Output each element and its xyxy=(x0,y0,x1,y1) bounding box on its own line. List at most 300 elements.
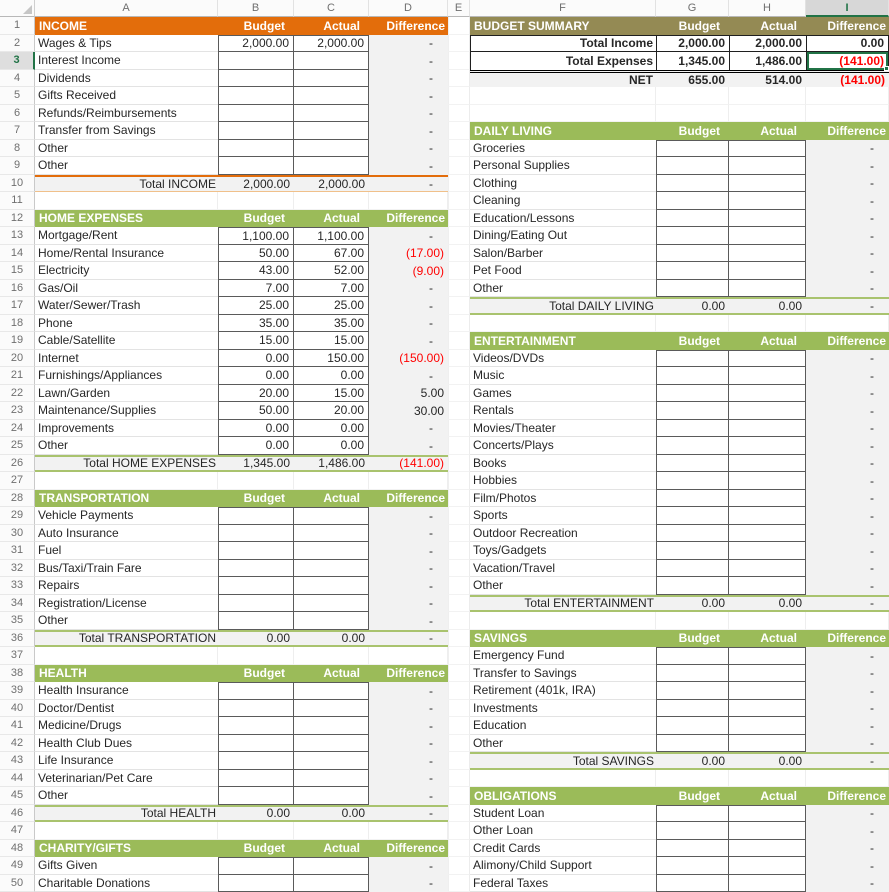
cell-D2[interactable]: - xyxy=(369,35,448,53)
cell-D36[interactable]: - xyxy=(369,630,448,648)
cell-C20[interactable]: 150.00 xyxy=(294,350,369,368)
cell-B33[interactable] xyxy=(218,577,294,595)
cell-C45[interactable] xyxy=(294,787,369,805)
cell-C10[interactable]: 2,000.00 xyxy=(294,175,369,193)
cell-D46[interactable]: - xyxy=(369,805,448,823)
column-header-i[interactable]: I xyxy=(806,0,889,17)
cell-H37[interactable] xyxy=(729,647,806,665)
cell-F21[interactable]: Music xyxy=(470,367,656,385)
cell-A2[interactable]: Wages & Tips xyxy=(35,35,218,53)
section-header-obligations[interactable]: OBLIGATIONS xyxy=(470,787,656,805)
cell-D17[interactable]: - xyxy=(369,297,448,315)
row-header-40[interactable]: 40 xyxy=(0,700,35,718)
cell-C46[interactable]: 0.00 xyxy=(294,805,369,823)
cell-H35[interactable] xyxy=(729,612,806,630)
cell-H50[interactable] xyxy=(729,875,806,892)
row-header-30[interactable]: 30 xyxy=(0,525,35,543)
cell-A37[interactable] xyxy=(35,647,218,665)
cell-F41[interactable]: Education xyxy=(470,717,656,735)
cell-C24[interactable]: 0.00 xyxy=(294,420,369,438)
cell-F3[interactable]: Total Expenses xyxy=(470,52,656,70)
cell-B25[interactable]: 0.00 xyxy=(218,437,294,455)
column-e-cell-17[interactable] xyxy=(448,297,470,315)
row-header-28[interactable]: 28 xyxy=(0,490,35,508)
cell-B2[interactable]: 2,000.00 xyxy=(218,35,294,53)
cell-B46[interactable]: 0.00 xyxy=(218,805,294,823)
cell-G49[interactable] xyxy=(656,857,729,875)
cell-I41[interactable]: - xyxy=(806,717,889,735)
cell-I26[interactable]: - xyxy=(806,455,889,473)
cell-B40[interactable] xyxy=(218,700,294,718)
column-e-cell-4[interactable] xyxy=(448,70,470,88)
cell-H43[interactable]: 0.00 xyxy=(729,752,806,770)
cell-G48[interactable] xyxy=(656,840,729,858)
row-header-2[interactable]: 2 xyxy=(0,35,35,53)
column-e-cell-10[interactable] xyxy=(448,175,470,193)
cell-F2[interactable]: Total Income xyxy=(470,35,656,53)
cell-I4[interactable]: (141.00) xyxy=(806,70,889,88)
cell-G19[interactable]: Budget xyxy=(656,332,729,350)
total-label-total-entertainment[interactable]: Total ENTERTAINMENT xyxy=(470,595,656,613)
cell-B41[interactable] xyxy=(218,717,294,735)
column-e-cell-38[interactable] xyxy=(448,665,470,683)
column-e-cell-5[interactable] xyxy=(448,87,470,105)
cell-G25[interactable] xyxy=(656,437,729,455)
cell-H49[interactable] xyxy=(729,857,806,875)
row-header-19[interactable]: 19 xyxy=(0,332,35,350)
cell-I37[interactable]: - xyxy=(806,647,889,665)
cell-I48[interactable]: - xyxy=(806,840,889,858)
cell-H42[interactable] xyxy=(729,735,806,753)
cell-I9[interactable]: - xyxy=(806,157,889,175)
cell-D20[interactable]: (150.00) xyxy=(369,350,448,368)
cell-C39[interactable] xyxy=(294,682,369,700)
cell-B50[interactable] xyxy=(218,875,294,892)
cell-D34[interactable]: - xyxy=(369,595,448,613)
cell-H33[interactable] xyxy=(729,577,806,595)
row-header-3[interactable]: 3 xyxy=(0,52,35,70)
column-header-a[interactable]: A xyxy=(35,0,218,17)
column-e-cell-16[interactable] xyxy=(448,280,470,298)
cell-F16[interactable]: Other xyxy=(470,280,656,298)
column-e-cell-15[interactable] xyxy=(448,262,470,280)
total-label-total-transportation[interactable]: Total TRANSPORTATION xyxy=(35,630,218,648)
cell-A15[interactable]: Electricity xyxy=(35,262,218,280)
cell-C6[interactable] xyxy=(294,105,369,123)
cell-G33[interactable] xyxy=(656,577,729,595)
cell-I17[interactable]: - xyxy=(806,297,889,315)
cell-H28[interactable] xyxy=(729,490,806,508)
row-header-35[interactable]: 35 xyxy=(0,612,35,630)
cell-B21[interactable]: 0.00 xyxy=(218,367,294,385)
cell-I33[interactable]: - xyxy=(806,577,889,595)
cell-I1[interactable]: Difference xyxy=(806,17,889,35)
cell-I30[interactable]: - xyxy=(806,525,889,543)
cell-B23[interactable]: 50.00 xyxy=(218,402,294,420)
column-e-cell-46[interactable] xyxy=(448,805,470,823)
row-header-37[interactable]: 37 xyxy=(0,647,35,665)
cell-A23[interactable]: Maintenance/Supplies xyxy=(35,402,218,420)
cell-F26[interactable]: Books xyxy=(470,455,656,473)
column-e-cell-13[interactable] xyxy=(448,227,470,245)
cell-H45[interactable]: Actual xyxy=(729,787,806,805)
cell-I24[interactable]: - xyxy=(806,420,889,438)
total-label-total-savings[interactable]: Total SAVINGS xyxy=(470,752,656,770)
cell-D38[interactable]: Difference xyxy=(369,665,448,683)
cell-C27[interactable] xyxy=(294,472,369,490)
cell-A8[interactable]: Other xyxy=(35,140,218,158)
column-e-cell-23[interactable] xyxy=(448,402,470,420)
cell-H29[interactable] xyxy=(729,507,806,525)
cell-H44[interactable] xyxy=(729,770,806,788)
row-header-45[interactable]: 45 xyxy=(0,787,35,805)
cell-B35[interactable] xyxy=(218,612,294,630)
cell-B31[interactable] xyxy=(218,542,294,560)
row-header-32[interactable]: 32 xyxy=(0,560,35,578)
cell-G9[interactable] xyxy=(656,157,729,175)
section-header-transportation[interactable]: TRANSPORTATION xyxy=(35,490,218,508)
cell-H6[interactable] xyxy=(729,105,806,123)
cell-G28[interactable] xyxy=(656,490,729,508)
column-e-cell-49[interactable] xyxy=(448,857,470,875)
section-header-income[interactable]: INCOME xyxy=(35,17,218,35)
cell-F47[interactable]: Other Loan xyxy=(470,822,656,840)
section-header-entertainment[interactable]: ENTERTAINMENT xyxy=(470,332,656,350)
cell-H15[interactable] xyxy=(729,262,806,280)
column-e-cell-30[interactable] xyxy=(448,525,470,543)
section-header-savings[interactable]: SAVINGS xyxy=(470,630,656,648)
cell-F20[interactable]: Videos/DVDs xyxy=(470,350,656,368)
cell-F39[interactable]: Retirement (401k, IRA) xyxy=(470,682,656,700)
cell-I38[interactable]: - xyxy=(806,665,889,683)
section-header-home-expenses[interactable]: HOME EXPENSES xyxy=(35,210,218,228)
cell-G32[interactable] xyxy=(656,560,729,578)
cell-G21[interactable] xyxy=(656,367,729,385)
cell-H38[interactable] xyxy=(729,665,806,683)
cell-H40[interactable] xyxy=(729,700,806,718)
row-header-13[interactable]: 13 xyxy=(0,227,35,245)
cell-I34[interactable]: - xyxy=(806,595,889,613)
cell-F28[interactable]: Film/Photos xyxy=(470,490,656,508)
row-header-24[interactable]: 24 xyxy=(0,420,35,438)
row-header-39[interactable]: 39 xyxy=(0,682,35,700)
cell-B6[interactable] xyxy=(218,105,294,123)
cell-I27[interactable]: - xyxy=(806,472,889,490)
column-header-e[interactable]: E xyxy=(448,0,470,17)
column-e-cell-3[interactable] xyxy=(448,52,470,70)
cell-A14[interactable]: Home/Rental Insurance xyxy=(35,245,218,263)
cell-D5[interactable]: - xyxy=(369,87,448,105)
cell-I6[interactable] xyxy=(806,105,889,123)
cell-G3[interactable]: 1,345.00 xyxy=(656,52,729,70)
column-e-cell-20[interactable] xyxy=(448,350,470,368)
cell-D18[interactable]: - xyxy=(369,315,448,333)
cell-H14[interactable] xyxy=(729,245,806,263)
row-header-38[interactable]: 38 xyxy=(0,665,35,683)
cell-D47[interactable] xyxy=(369,822,448,840)
cell-B1[interactable]: Budget xyxy=(218,17,294,35)
cell-A50[interactable]: Charitable Donations xyxy=(35,875,218,892)
fill-handle[interactable] xyxy=(884,66,889,71)
cell-D22[interactable]: 5.00 xyxy=(369,385,448,403)
cell-C12[interactable]: Actual xyxy=(294,210,369,228)
cell-G43[interactable]: 0.00 xyxy=(656,752,729,770)
cell-G24[interactable] xyxy=(656,420,729,438)
cell-C30[interactable] xyxy=(294,525,369,543)
section-header-health[interactable]: HEALTH xyxy=(35,665,218,683)
row-header-6[interactable]: 6 xyxy=(0,105,35,123)
column-e-cell-7[interactable] xyxy=(448,122,470,140)
cell-G13[interactable] xyxy=(656,227,729,245)
cell-B14[interactable]: 50.00 xyxy=(218,245,294,263)
column-e-cell-14[interactable] xyxy=(448,245,470,263)
cell-D8[interactable]: - xyxy=(369,140,448,158)
cell-B12[interactable]: Budget xyxy=(218,210,294,228)
column-e-cell-24[interactable] xyxy=(448,420,470,438)
cell-G1[interactable]: Budget xyxy=(656,17,729,35)
cell-D24[interactable]: - xyxy=(369,420,448,438)
cell-F8[interactable]: Groceries xyxy=(470,140,656,158)
cell-I12[interactable]: - xyxy=(806,210,889,228)
cell-F10[interactable]: Clothing xyxy=(470,175,656,193)
column-e-cell-39[interactable] xyxy=(448,682,470,700)
column-e-cell-19[interactable] xyxy=(448,332,470,350)
cell-B4[interactable] xyxy=(218,70,294,88)
cell-C32[interactable] xyxy=(294,560,369,578)
cell-C23[interactable]: 20.00 xyxy=(294,402,369,420)
cell-C43[interactable] xyxy=(294,752,369,770)
cell-G50[interactable] xyxy=(656,875,729,892)
cell-A4[interactable]: Dividends xyxy=(35,70,218,88)
cell-H24[interactable] xyxy=(729,420,806,438)
cell-C9[interactable] xyxy=(294,157,369,175)
cell-H4[interactable]: 514.00 xyxy=(729,70,806,88)
cell-H39[interactable] xyxy=(729,682,806,700)
cell-H8[interactable] xyxy=(729,140,806,158)
cell-B48[interactable]: Budget xyxy=(218,840,294,858)
cell-D50[interactable]: - xyxy=(369,875,448,892)
cell-B42[interactable] xyxy=(218,735,294,753)
row-header-20[interactable]: 20 xyxy=(0,350,35,368)
cell-I39[interactable]: - xyxy=(806,682,889,700)
cell-H25[interactable] xyxy=(729,437,806,455)
cell-A16[interactable]: Gas/Oil xyxy=(35,280,218,298)
cell-F50[interactable]: Federal Taxes xyxy=(470,875,656,892)
row-header-31[interactable]: 31 xyxy=(0,542,35,560)
column-e-cell-1[interactable] xyxy=(448,17,470,35)
cell-D14[interactable]: (17.00) xyxy=(369,245,448,263)
column-header-f[interactable]: F xyxy=(470,0,656,17)
column-e-cell-12[interactable] xyxy=(448,210,470,228)
cell-B9[interactable] xyxy=(218,157,294,175)
column-e-cell-44[interactable] xyxy=(448,770,470,788)
cell-I32[interactable]: - xyxy=(806,560,889,578)
cell-D11[interactable] xyxy=(369,192,448,210)
cell-H9[interactable] xyxy=(729,157,806,175)
cell-C31[interactable] xyxy=(294,542,369,560)
cell-H46[interactable] xyxy=(729,805,806,823)
cell-G18[interactable] xyxy=(656,315,729,333)
cell-G5[interactable] xyxy=(656,87,729,105)
cell-C1[interactable]: Actual xyxy=(294,17,369,35)
cell-D30[interactable]: - xyxy=(369,525,448,543)
cell-C38[interactable]: Actual xyxy=(294,665,369,683)
cell-B37[interactable] xyxy=(218,647,294,665)
cell-C14[interactable]: 67.00 xyxy=(294,245,369,263)
cell-B3[interactable] xyxy=(218,52,294,70)
total-label-total-health[interactable]: Total HEALTH xyxy=(35,805,218,823)
cell-F31[interactable]: Toys/Gadgets xyxy=(470,542,656,560)
column-e-cell-11[interactable] xyxy=(448,192,470,210)
cell-F33[interactable]: Other xyxy=(470,577,656,595)
cell-G8[interactable] xyxy=(656,140,729,158)
cell-C47[interactable] xyxy=(294,822,369,840)
cell-A32[interactable]: Bus/Taxi/Train Fare xyxy=(35,560,218,578)
cell-B17[interactable]: 25.00 xyxy=(218,297,294,315)
cell-I31[interactable]: - xyxy=(806,542,889,560)
cell-G26[interactable] xyxy=(656,455,729,473)
cell-G41[interactable] xyxy=(656,717,729,735)
column-e-cell-48[interactable] xyxy=(448,840,470,858)
cell-A42[interactable]: Health Club Dues xyxy=(35,735,218,753)
total-label-total-home-expenses[interactable]: Total HOME EXPENSES xyxy=(35,455,218,473)
cell-F18[interactable] xyxy=(470,315,656,333)
column-e-cell-35[interactable] xyxy=(448,612,470,630)
cell-C8[interactable] xyxy=(294,140,369,158)
cell-B8[interactable] xyxy=(218,140,294,158)
cell-B11[interactable] xyxy=(218,192,294,210)
cell-H34[interactable]: 0.00 xyxy=(729,595,806,613)
cell-D27[interactable] xyxy=(369,472,448,490)
row-header-34[interactable]: 34 xyxy=(0,595,35,613)
cell-I18[interactable] xyxy=(806,315,889,333)
column-e-cell-36[interactable] xyxy=(448,630,470,648)
row-header-17[interactable]: 17 xyxy=(0,297,35,315)
cell-G35[interactable] xyxy=(656,612,729,630)
cell-F4[interactable]: NET xyxy=(470,70,656,88)
cell-A39[interactable]: Health Insurance xyxy=(35,682,218,700)
cell-B22[interactable]: 20.00 xyxy=(218,385,294,403)
cell-D6[interactable]: - xyxy=(369,105,448,123)
cell-G34[interactable]: 0.00 xyxy=(656,595,729,613)
cell-H23[interactable] xyxy=(729,402,806,420)
row-header-41[interactable]: 41 xyxy=(0,717,35,735)
cell-F48[interactable]: Credit Cards xyxy=(470,840,656,858)
column-header-h[interactable]: H xyxy=(729,0,806,17)
column-e-cell-18[interactable] xyxy=(448,315,470,333)
cell-C37[interactable] xyxy=(294,647,369,665)
cell-C16[interactable]: 7.00 xyxy=(294,280,369,298)
cell-D10[interactable]: - xyxy=(369,175,448,193)
row-header-43[interactable]: 43 xyxy=(0,752,35,770)
cell-F23[interactable]: Rentals xyxy=(470,402,656,420)
cell-F35[interactable] xyxy=(470,612,656,630)
row-header-5[interactable]: 5 xyxy=(0,87,35,105)
cell-A6[interactable]: Refunds/Reimbursements xyxy=(35,105,218,123)
cell-C19[interactable]: 15.00 xyxy=(294,332,369,350)
cell-I8[interactable]: - xyxy=(806,140,889,158)
cell-G44[interactable] xyxy=(656,770,729,788)
cell-I3[interactable] xyxy=(806,52,889,70)
cell-B32[interactable] xyxy=(218,560,294,578)
column-e-cell-34[interactable] xyxy=(448,595,470,613)
cell-A31[interactable]: Fuel xyxy=(35,542,218,560)
cell-A20[interactable]: Internet xyxy=(35,350,218,368)
cell-F25[interactable]: Concerts/Plays xyxy=(470,437,656,455)
cell-I42[interactable]: - xyxy=(806,735,889,753)
row-header-1[interactable]: 1 xyxy=(0,17,35,35)
cell-I40[interactable]: - xyxy=(806,700,889,718)
cell-C44[interactable] xyxy=(294,770,369,788)
cell-B18[interactable]: 35.00 xyxy=(218,315,294,333)
cell-A3[interactable]: Interest Income xyxy=(35,52,218,70)
cell-D26[interactable]: (141.00) xyxy=(369,455,448,473)
cell-H21[interactable] xyxy=(729,367,806,385)
cell-C33[interactable] xyxy=(294,577,369,595)
cell-D35[interactable]: - xyxy=(369,612,448,630)
cell-F14[interactable]: Salon/Barber xyxy=(470,245,656,263)
cell-A21[interactable]: Furnishings/Appliances xyxy=(35,367,218,385)
cell-C18[interactable]: 35.00 xyxy=(294,315,369,333)
cell-B26[interactable]: 1,345.00 xyxy=(218,455,294,473)
section-header-charity-gifts[interactable]: CHARITY/GIFTS xyxy=(35,840,218,858)
cell-D21[interactable]: - xyxy=(369,367,448,385)
cell-A24[interactable]: Improvements xyxy=(35,420,218,438)
column-header-g[interactable]: G xyxy=(656,0,729,17)
cell-B27[interactable] xyxy=(218,472,294,490)
cell-A13[interactable]: Mortgage/Rent xyxy=(35,227,218,245)
cell-A33[interactable]: Repairs xyxy=(35,577,218,595)
cell-B29[interactable] xyxy=(218,507,294,525)
cell-H41[interactable] xyxy=(729,717,806,735)
cell-H19[interactable]: Actual xyxy=(729,332,806,350)
row-header-33[interactable]: 33 xyxy=(0,577,35,595)
column-e-cell-21[interactable] xyxy=(448,367,470,385)
cell-C4[interactable] xyxy=(294,70,369,88)
cell-I43[interactable]: - xyxy=(806,752,889,770)
cell-I28[interactable]: - xyxy=(806,490,889,508)
row-header-9[interactable]: 9 xyxy=(0,157,35,175)
cell-G27[interactable] xyxy=(656,472,729,490)
cell-F49[interactable]: Alimony/Child Support xyxy=(470,857,656,875)
row-header-47[interactable]: 47 xyxy=(0,822,35,840)
cell-A44[interactable]: Veterinarian/Pet Care xyxy=(35,770,218,788)
cell-H11[interactable] xyxy=(729,192,806,210)
cell-F42[interactable]: Other xyxy=(470,735,656,753)
cell-D32[interactable]: - xyxy=(369,560,448,578)
cell-H31[interactable] xyxy=(729,542,806,560)
cell-C25[interactable]: 0.00 xyxy=(294,437,369,455)
cell-I25[interactable]: - xyxy=(806,437,889,455)
cell-F5[interactable] xyxy=(470,87,656,105)
cell-H2[interactable]: 2,000.00 xyxy=(729,35,806,53)
cell-G12[interactable] xyxy=(656,210,729,228)
cell-D48[interactable]: Difference xyxy=(369,840,448,858)
column-e-cell-33[interactable] xyxy=(448,577,470,595)
cell-D12[interactable]: Difference xyxy=(369,210,448,228)
cell-H26[interactable] xyxy=(729,455,806,473)
cell-D13[interactable]: - xyxy=(369,227,448,245)
cell-D28[interactable]: Difference xyxy=(369,490,448,508)
cell-G47[interactable] xyxy=(656,822,729,840)
cell-A41[interactable]: Medicine/Drugs xyxy=(35,717,218,735)
cell-G46[interactable] xyxy=(656,805,729,823)
total-label-total-daily-living[interactable]: Total DAILY LIVING xyxy=(470,297,656,315)
cell-B36[interactable]: 0.00 xyxy=(218,630,294,648)
cell-F29[interactable]: Sports xyxy=(470,507,656,525)
row-header-23[interactable]: 23 xyxy=(0,402,35,420)
cell-G22[interactable] xyxy=(656,385,729,403)
